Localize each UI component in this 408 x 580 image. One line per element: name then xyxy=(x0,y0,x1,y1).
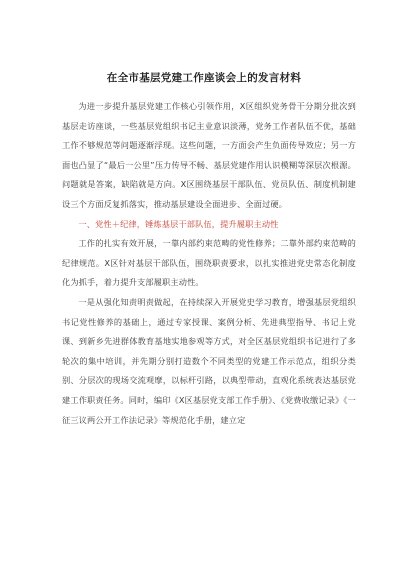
document-title: 在全市基层党建工作座谈会上的发言材料 xyxy=(106,72,302,84)
paragraph-intro: 为进一步提升基层党建工作核心引领作用，X区组织党务骨干分期分批次到基层走访座谈，一些基层党组织书记主业意识淡薄，党务工作者队伍不优，基础工作不够规范等问题逐渐浮现。这些问题，一方面会产生负面传导效应；另一方面也凸显了“最后一公里”压力传导不畅、基层党建作用认识模糊等深层次根源。问题就是答案，缺陷就是方向。X区围绕基层干部队伍、党员队伍、制度机制建设三个方面反复抓落实，推动基层建设全面进步、全面过硬。 xyxy=(62,101,356,209)
paragraph-section-1-point-1: 一是从强化知责明责做起，在持续深入开展党史学习教育，增强基层党组织书记党性修养的基础上，通过专家授课、案例分析、先进典型指导、书记上党课、到新乡先进群体教育基地实地参观等方式，对全区基层党组织书记进行了多轮次的集中培训，并先期分别打造数个不同类型的党建工作示范点，组织分类别、分层次的现场交流观摩，以标杆引路，以典型带动，直观化系统表达基层党建工作职责任务。同时，编印《X区基层党支部工作手册》、《党费收缴记录》《一征三议两公开工作法记录》等规范化手册，建立定 xyxy=(62,296,356,425)
paragraph-section-1-intro: 工作的扎实有效开展，一靠内部约束范畴的党性修养；二靠外部约束范畴的纪律规范。X区针对基层干部队伍，围绕职责要求，以扎实推进党史常态化制度化为抓手，着力提升支部履职主动性。 xyxy=(62,238,356,288)
section-heading-1: 一、党性＋纪律，锤炼基层干部队伍，提升履职主动性 xyxy=(78,218,279,229)
document-body xyxy=(62,97,356,430)
